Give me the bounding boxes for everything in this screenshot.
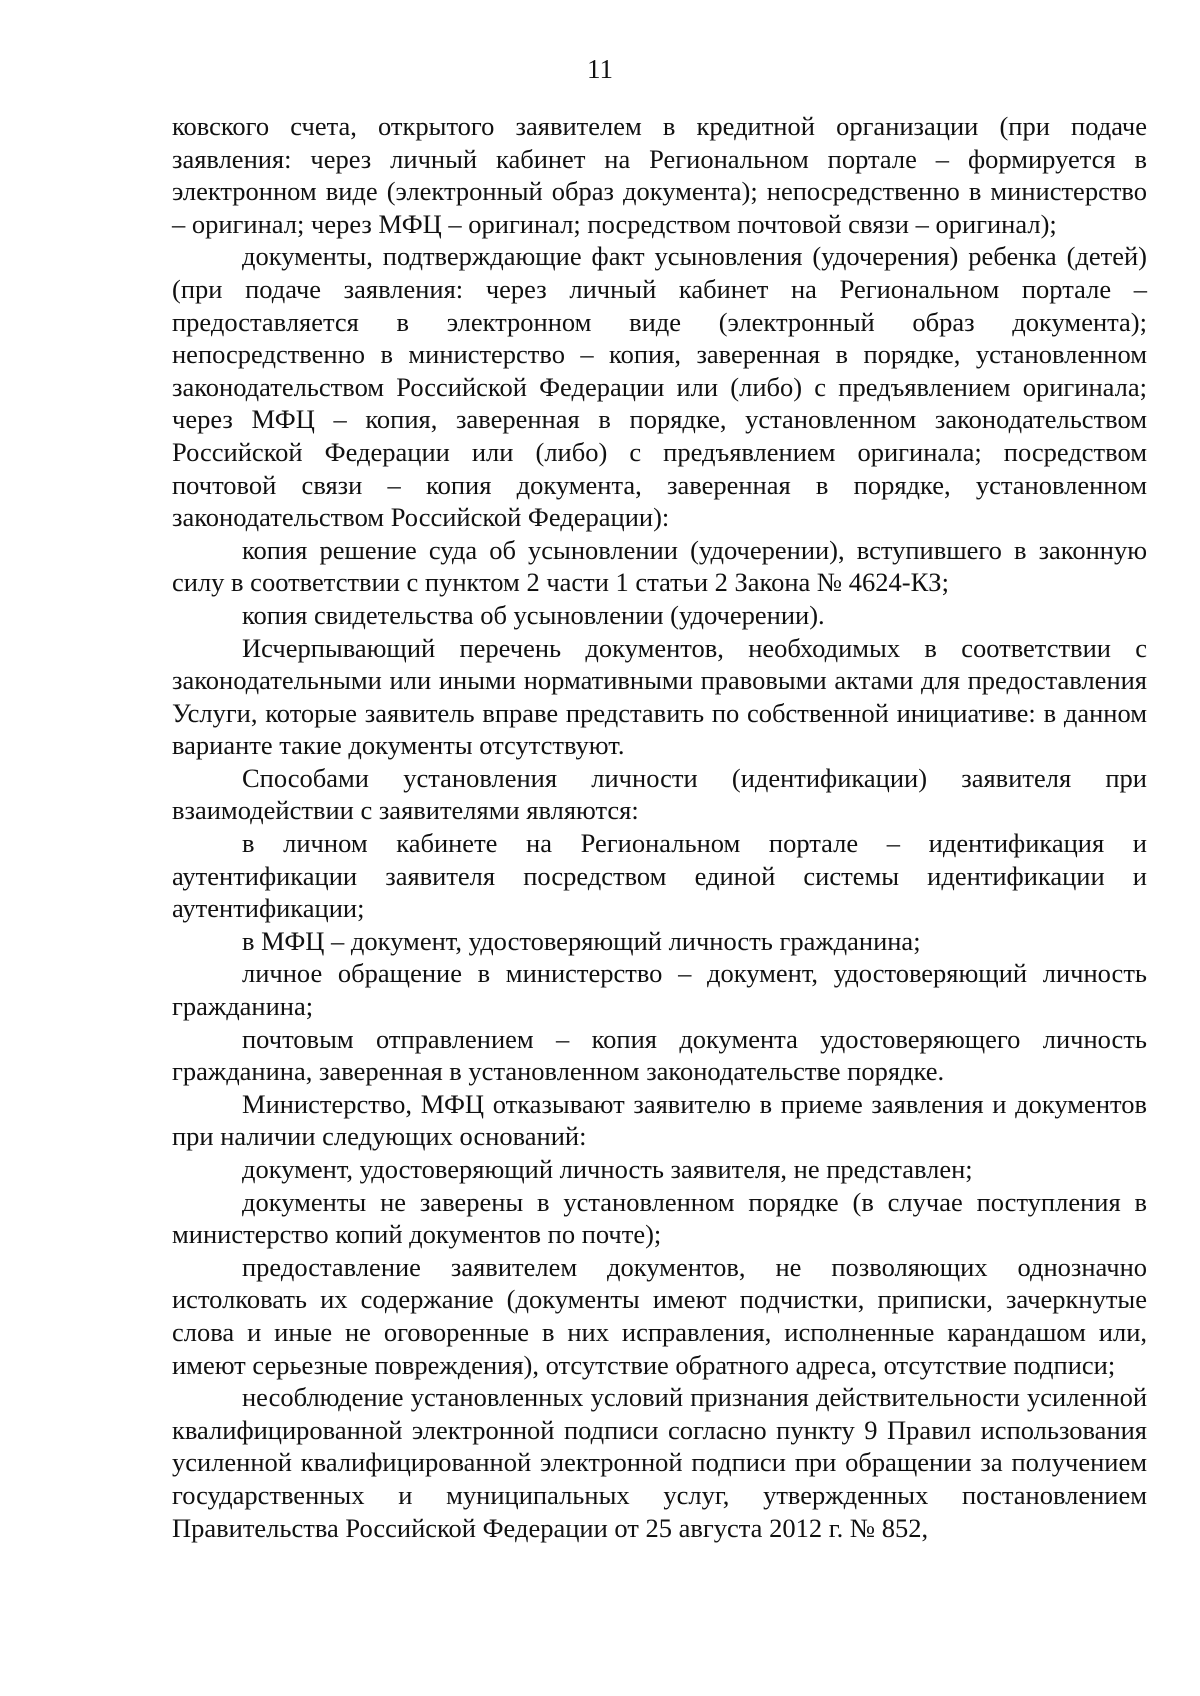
paragraph-mfc-identification: в МФЦ – документ, удостоверяющий личность гражданина; <box>242 925 921 956</box>
paragraph-no-identity-document: документ, удостоверяющий личность заявителя, не представлен; <box>242 1154 973 1184</box>
paragraph-postal-identification: почтовым отправлением – копия документа удостоверяющего личность гражданина, заверенная в установленном законодательстве порядке. <box>172 1023 1147 1087</box>
paragraph-ambiguous-documents: предоставление заявителем документов, не позволяющих однозначно истолковать их содержание (документы имеют подчистки, приписки, зачеркнутые слова и иные не оговоренные в них исправления, исполненные карандашом или, имеют серьезные повреждения), отсутствие обратного адреса, отсутствие подписи; <box>172 1251 1147 1380</box>
paragraph-ministry-identification: личное обращение в министерство – документ, удостоверяющий личность гражданина; <box>172 958 1147 1022</box>
paragraph-court-decision-copy: копия решение суда об усыновлении (удочерении), вступившего в законную силу в соответствии с пунктом 2 части 1 статьи 2 Закона № 4624-КЗ; <box>172 534 1147 598</box>
paragraph-adoption-certificate-copy: копия свидетельства об усыновлении (удочерении). <box>242 599 825 630</box>
paragraph-bank-account-continuation: ковского счета, открытого заявителем в кредитной организации (при подаче заявления: через личный кабинет на Региональном портале – формируется в электронном виде (электронный образ документа); непосредственно в министерство – оригинал; через МФЦ – оригинал; посредством почтовой связи – оригинал); <box>172 111 1147 239</box>
paragraph-adoption-documents: документы, подтверждающие факт усыновления (удочерения) ребенка (детей) (при подаче заявления: через личный кабинет на Региональном портале – предоставляется в электронном виде (электронный образ документа); непосредственно в министерство – копия, заверенная в порядке, установленном законодательством Российской Федерации или (либо) с предъявлением оригинала; через МФЦ – копия, заверенная в порядке, установленном законодательством Российской Федерации или (либо) с предъявлением оригинала; посредством почтовой связи – копия документа, заверенная в порядке, установленном законодательством Российской Федерации): <box>172 241 1147 533</box>
paragraph-regional-portal-identification: в личном кабинете на Региональном портале – идентификация и аутентификации заявителя посредством единой системы идентификации и аутентификации; <box>172 828 1147 924</box>
page-number: 11 <box>587 54 613 84</box>
paragraph-optional-documents: Исчерпывающий перечень документов, необходимых в соответствии с законодательными или иными нормативными правовыми актами для предоставления Услуги, которые заявитель вправе представить по собственной инициативе: в данном варианте такие документы отсутствуют. <box>172 632 1147 761</box>
paragraph-identification-methods: Способами установления личности (идентификации) заявителя при взаимодействии с заявителями являются: <box>172 762 1147 826</box>
document-body <box>172 110 1147 1544</box>
paragraph-electronic-signature: несоблюдение установленных условий признания действительности усиленной квалифицированной электронной подписи согласно пункту 9 Правил использования усиленной квалифицированной электронной подписи при обращении за получением государственных и муниципальных услуг, утвержденных постановлением Правительства Российской Федерации от 25 августа 2012 г. № 852, <box>172 1382 1147 1543</box>
paragraph-not-certified-documents: документы не заверены в установленном порядке (в случае поступления в министерство копий документов по почте); <box>172 1186 1147 1250</box>
paragraph-refusal-grounds: Министерство, МФЦ отказывают заявителю в приеме заявления и документов при наличии следующих оснований: <box>172 1088 1147 1152</box>
